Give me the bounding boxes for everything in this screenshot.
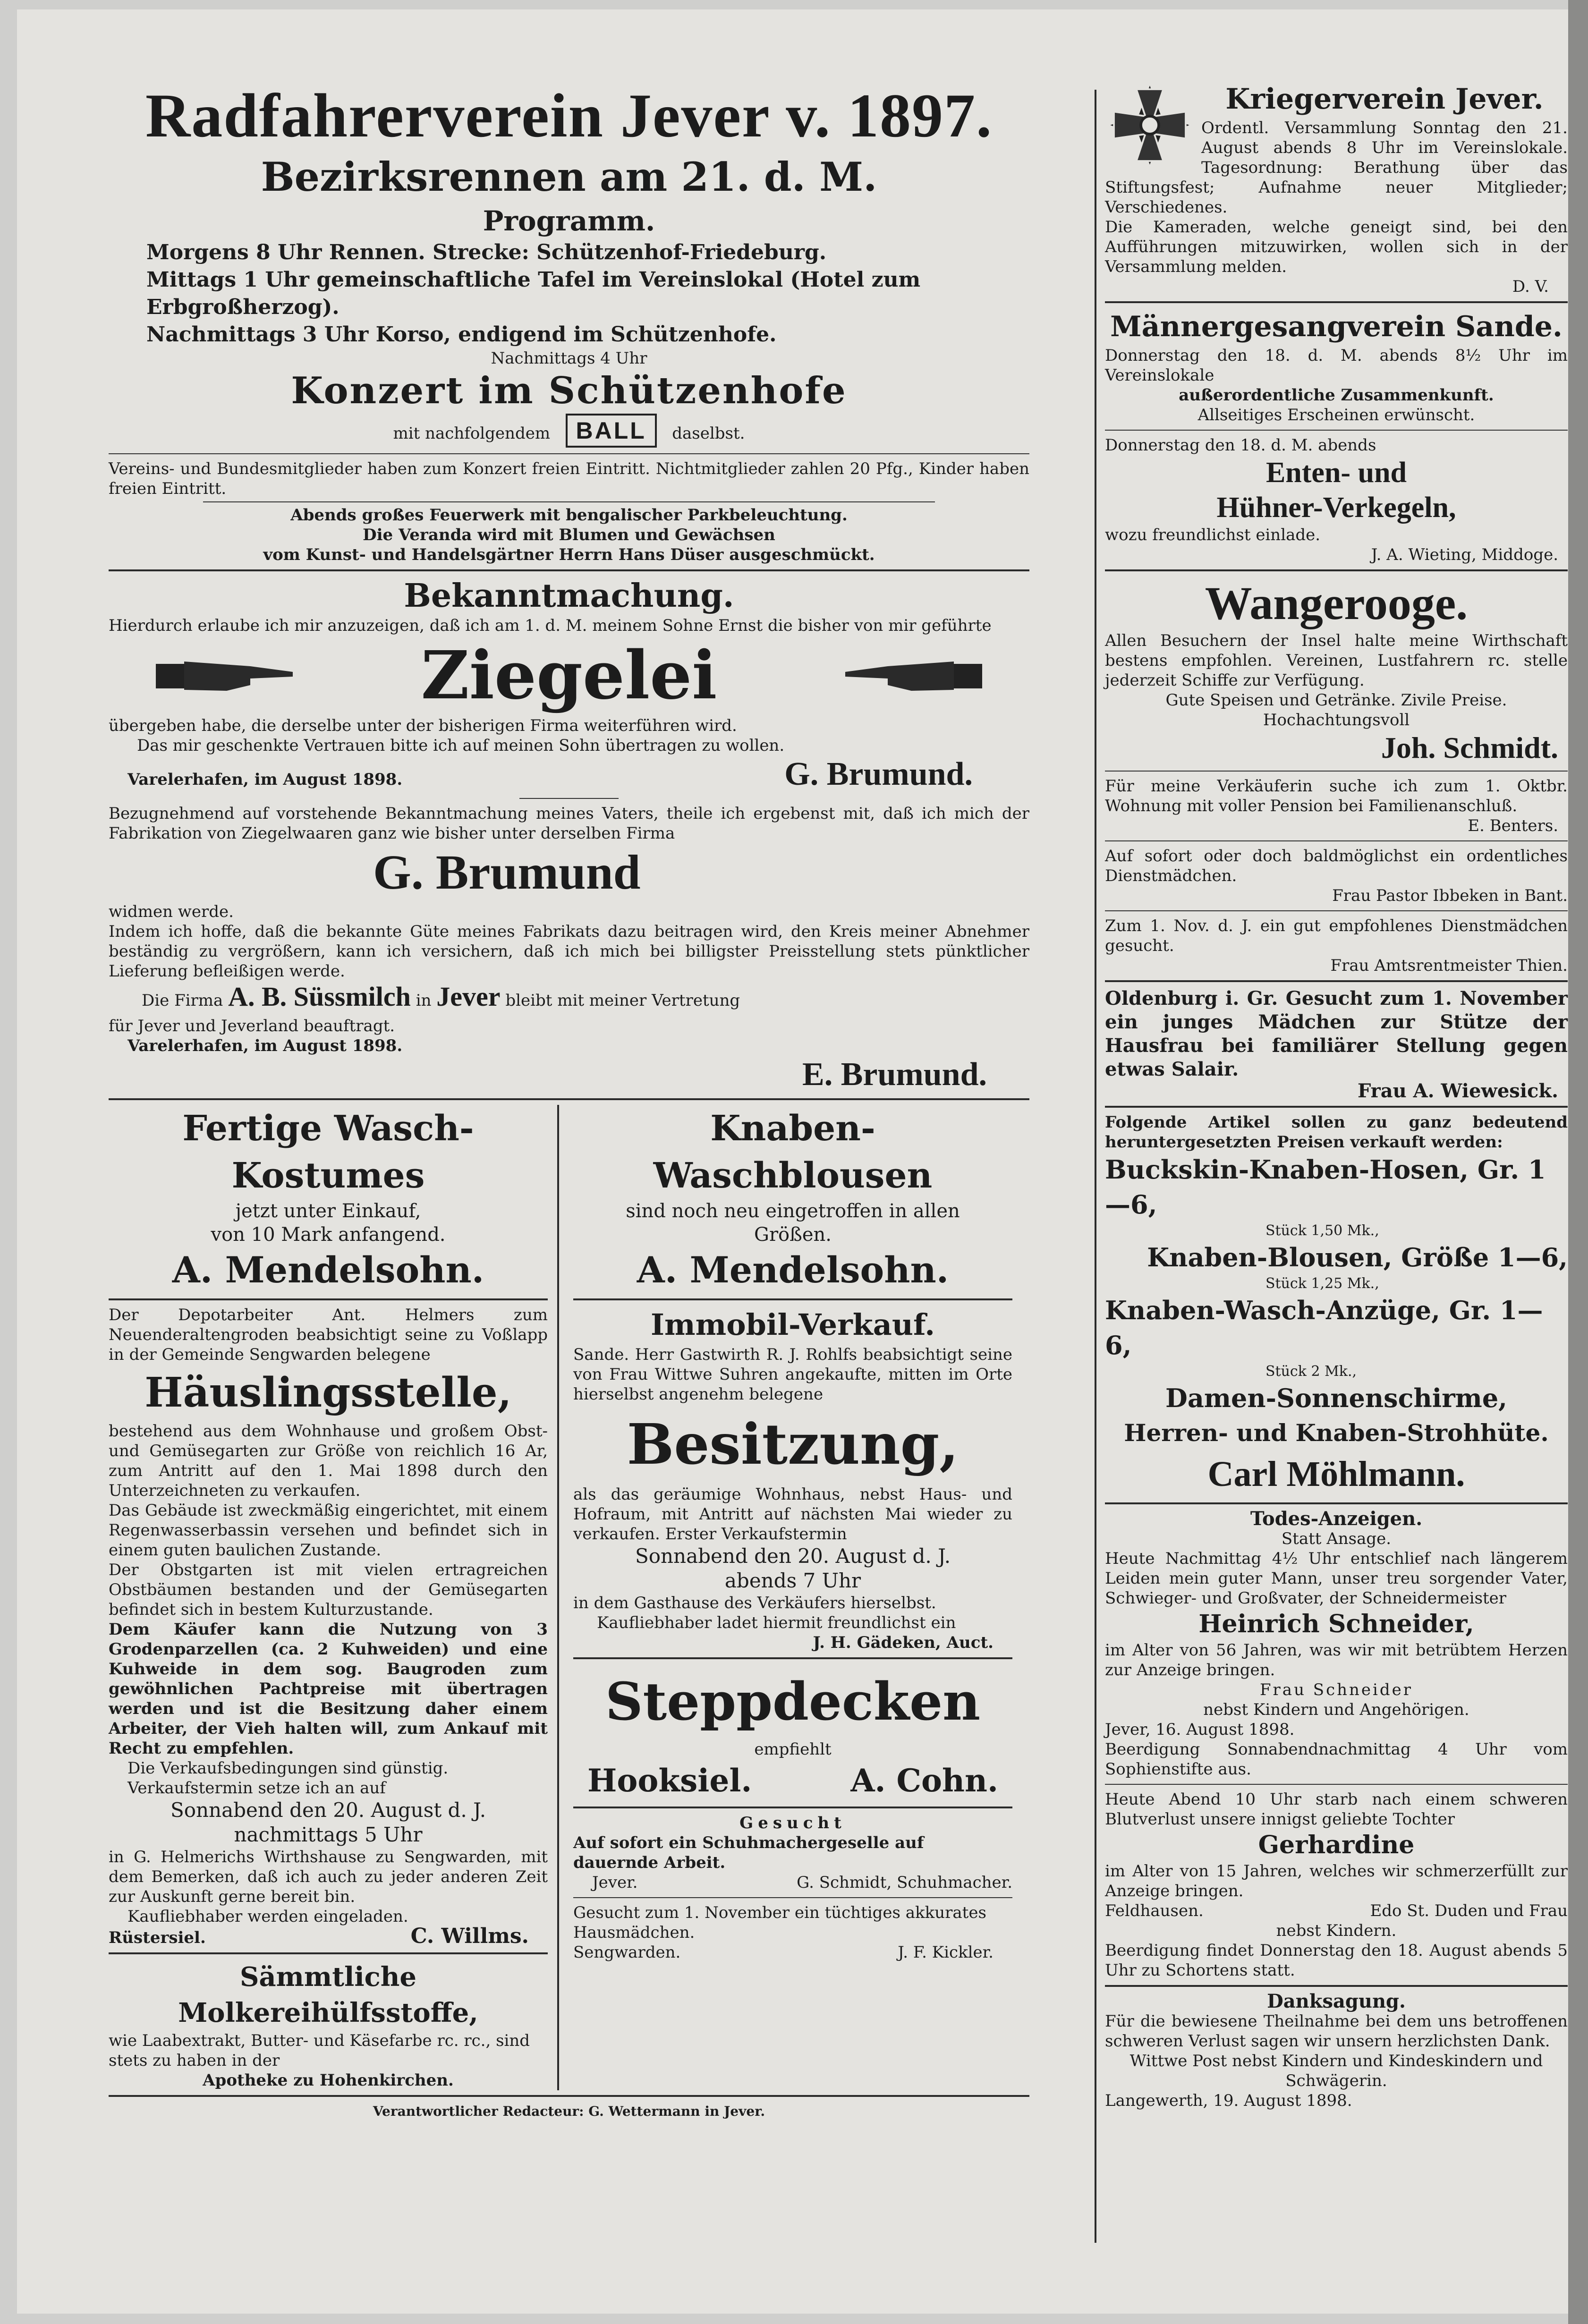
divider: [1105, 301, 1568, 303]
item-4: Damen-Sonnenschirme,: [1165, 1383, 1507, 1413]
haeuslingsstelle: Häuslingsstelle,: [144, 1369, 512, 1416]
price-1: Stück 1,50 Mk.,: [1265, 1222, 1379, 1239]
divider: [519, 798, 619, 799]
price-2: Stück 1,25 Mk.,: [1265, 1275, 1379, 1292]
kauf-ladet: Kaufliebhaber ladet hiermit freundlichst ein: [597, 1613, 956, 1632]
firma-name: A. B. Süssmilch: [228, 981, 411, 1012]
verk-text: Für meine Verkäuferin suche ich zum 1. Oktbr. Wohnung mit voller Pension bei Familienanschluß.: [1105, 777, 1568, 815]
firma-pre: Die Firma: [142, 991, 223, 1010]
wieting: J. A. Wieting, Middoge.: [1371, 545, 1558, 564]
footer-redacteur: Verantwortlicher Redacteur: G. Wettermann in Jever.: [373, 2103, 765, 2119]
item-1: Buckskin-Knaben-Hosen, Gr. 1—6,: [1105, 1154, 1546, 1220]
enten-2: Hühner-Verkegeln,: [1216, 492, 1456, 524]
gaedeken: J. H. Gädeken, Auct.: [813, 1633, 994, 1652]
molk-title: Sämmtliche Molkereihülfsstoffe,: [178, 1961, 478, 2028]
joh-schmidt: Joh. Schmidt.: [1381, 731, 1558, 764]
duden: Edo St. Duden und Frau: [1370, 1901, 1568, 1920]
krieger-text-2: Die Kameraden, welche geneigt sind, bei den Aufführungen mitzuwirken, wollen sich in der Versammlung melden.: [1105, 218, 1568, 276]
krieger-sig: D. V.: [1512, 277, 1549, 296]
dienst-text: Auf sofort oder doch baldmöglichst ein ordentliches Dienstmädchen.: [1105, 847, 1568, 885]
firma-post: bleibt mit meiner Vertretung: [505, 991, 740, 1010]
nebst-kindern-2: nebst Kindern.: [1276, 1921, 1397, 1940]
divider: [573, 1298, 1012, 1300]
sonnabend-1: Sonnabend den 20. August d. J.: [170, 1798, 486, 1822]
moehlmann: Carl Möhlmann.: [1207, 1454, 1465, 1494]
signature-g-brumund: G. Brumund.: [784, 756, 973, 792]
beerdigung-1: Beerdigung Sonnabendnachmittag 4 Uhr vom Sophienstifte aus.: [1105, 1740, 1568, 1779]
divider: [1105, 980, 1568, 982]
feldhausen: Feldhausen.: [1105, 1901, 1204, 1920]
oldenburg-text: Oldenburg i. Gr. Gesucht zum 1. November ein junges Mädchen zur Stütze der Hausfrau bei familiärer Stellung gegen etwas Salair.: [1105, 987, 1568, 1080]
konzert-title: Konzert im Schützenhofe: [291, 369, 847, 412]
gebaeude-text: Das Gebäude ist zweckmäßig eingerichtet, mit einem Regenwasserbassin versehen und befindet sich in einem guten baulichen Zustande.: [109, 1501, 548, 1560]
bed-text: Die Verkaufsbedingungen sind günstig.: [127, 1759, 449, 1778]
statt-ansage: Statt Ansage.: [1281, 1529, 1392, 1548]
signature-row-2: [109, 1036, 1029, 1056]
wasch-title: Fertige Wasch-Kostumes: [182, 1108, 474, 1196]
gast-text: in dem Gasthause des Verkäufers hierselbst.: [573, 1594, 936, 1612]
prog-line: Nachmittags 3 Uhr Korso, endigend im Schützenhofe.: [146, 322, 777, 347]
page-edge: [1568, 0, 1588, 2324]
firma-in: in: [416, 991, 432, 1010]
right-column: [1105, 80, 1568, 2111]
bek-text: Hierdurch erlaube ich mir anzuzeigen, daß ich am 1. d. M. meinem Sohne Ernst die bisher von mir geführte: [109, 616, 992, 635]
item-5: Herren- und Knaben-Strohhüte.: [1124, 1419, 1549, 1447]
firm-name-g-brumund: G. Brumund: [373, 845, 641, 899]
willms-row: [109, 1926, 548, 1948]
haeus-text: bestehend aus dem Wohnhause und großem Obst- und Gemüsegarten zur Größe von reichlich 16 Ar, zum Antritt auf den 1. Mai 1898 durch den Unterzeichneten zu verkaufen.: [109, 1422, 548, 1500]
pointing-hand-left-icon: [841, 652, 982, 699]
signature-row: [109, 755, 1029, 793]
apotheke: Apotheke zu Hohenkirchen.: [203, 2071, 454, 2090]
wiewesick: Frau A. Wiewesick.: [1357, 1080, 1558, 1102]
divider: [1105, 1106, 1568, 1108]
nebst-kindern: nebst Kindern und Angehörigen.: [1203, 1700, 1469, 1719]
divider: [109, 2095, 1029, 2097]
enten-1: Enten- und: [1265, 457, 1407, 489]
prog-line: Morgens 8 Uhr Rennen. Strecke: Schützenhof-Friedeburg.: [146, 240, 827, 264]
thien: Frau Amtsrentmeister Thien.: [1330, 956, 1568, 975]
beerdigung-2: Beerdigung findet Donnerstag den 18. August abends 5 Uhr zu Schortens statt.: [1105, 1941, 1568, 1980]
item-2: Knaben-Blousen, Größe 1—6,: [1147, 1242, 1568, 1272]
danksagung: Danksagung.: [1267, 1990, 1406, 2012]
empfiehlt: empfiehlt: [754, 1740, 832, 1759]
nachm4: Nachmittags 4 Uhr: [491, 349, 647, 368]
veranda-1: Die Veranda wird mit Blumen und Gewächsen: [363, 526, 775, 544]
tod1-text-2: im Alter von 56 Jahren, was wir mit betrübtem Herzen zur Anzeige bringen.: [1105, 1641, 1568, 1679]
ball-line: [109, 414, 1029, 449]
signature-e-brumund: E. Brumund.: [802, 1056, 987, 1093]
schuh-text: Auf sofort ein Schuhmachergeselle auf dauernde Arbeit.: [573, 1833, 924, 1872]
gerhardine: Gerhardine: [1258, 1831, 1415, 1859]
prog-line: Mittags 1 Uhr gemeinschaftliche Tafel im Vereinslokal (Hotel zum Erbgroßherzog).: [146, 268, 921, 319]
enten-post: wozu freundlichst einlade.: [1105, 526, 1321, 544]
item-3: Knaben-Wasch-Anzüge, Gr. 1—6,: [1105, 1295, 1543, 1360]
divider: [573, 1657, 1012, 1659]
divider: [203, 501, 935, 502]
immo-title: Immobil-Verkauf.: [650, 1307, 935, 1342]
divider: [573, 1807, 1012, 1808]
tod2-text-2: im Alter von 15 Jahren, welches wir schmerzerfüllt zur Anzeige bringen.: [1105, 1862, 1568, 1900]
lower-left-column: [109, 1105, 557, 2090]
column-rule-right: [1095, 90, 1096, 2243]
place-date: Varelerhafen, im August 1898.: [127, 770, 403, 789]
price-3: Stück 2 Mk.,: [1265, 1363, 1357, 1380]
daselbst: daselbst.: [672, 424, 745, 443]
wasch-l1: jetzt unter Einkauf,: [235, 1200, 421, 1222]
abends7: abends 7 Uhr: [724, 1569, 861, 1592]
nov-text: Zum 1. Nov. d. J. ein gut empfohlenes Dienstmädchen gesucht.: [1105, 916, 1568, 955]
mendelsohn-2: A. Mendelsohn.: [637, 1249, 949, 1291]
bek-text-2: übergeben habe, die derselbe unter der bisherigen Firma weiterführen wird.: [109, 716, 737, 735]
ruestersiel: Rüstersiel.: [109, 1928, 206, 1947]
mendelsohn-1: A. Mendelsohn.: [172, 1249, 484, 1291]
divider: [1105, 430, 1568, 431]
divider: [109, 453, 1029, 454]
knaben-l1: sind noch neu eingetroffen in allen: [626, 1200, 960, 1222]
ball-box: BALL: [566, 414, 657, 448]
divider: [1105, 1784, 1568, 1785]
kaeufer-text: Dem Käufer kann die Nutzung von 3 Grodenparzellen (ca. 2 Kuhweiden) und eine Kuhweide in dem sog. Baugroden zum gewöhnlichen Pachtpreise mit übertragen werden und ist die Besitzung daher einem Arbeiter, der Vieh halten will, zum Ankauf mit Recht zu empfehlen.: [109, 1620, 548, 1758]
kauf-eing: Kaufliebhaber werden eingeladen.: [127, 1907, 408, 1926]
divider: [109, 1952, 548, 1954]
sonnabend-2: Sonnabend den 20. August d. J.: [635, 1544, 951, 1568]
heinrich-schneider: Heinrich Schneider,: [1198, 1610, 1474, 1638]
ziegelei-row: [109, 636, 1029, 716]
langewerth: Langewerth, 19. August 1898.: [1105, 2091, 1352, 2110]
programm-heading: Programm.: [483, 205, 655, 237]
dank-text: Für die bewiesene Theilnahme bei dem uns betroffenen schweren Verlust sagen wir unsern herzlichsten Dank.: [1105, 2012, 1568, 2051]
divider: [1105, 569, 1568, 571]
besitzung: Besitzung,: [627, 1411, 959, 1477]
race-subtitle: Bezirksrennen am 21. d. M.: [261, 153, 877, 200]
main-column: [109, 80, 1029, 2121]
knaben-l2: Größen.: [754, 1224, 832, 1246]
divider: [109, 569, 1029, 571]
club-title: Radfahrerverein Jever v. 1897.: [145, 81, 993, 150]
nachm5: nachmittags 5 Uhr: [234, 1823, 423, 1846]
hochachtungsvoll: Hochachtungsvoll: [1263, 711, 1410, 729]
schmidt-schuh: G. Schmidt, Schuhmacher.: [797, 1873, 1012, 1892]
krieger-title: Kriegerverein Jever.: [1225, 83, 1544, 116]
iron-cross-icon: [1105, 80, 1195, 170]
obst-text: Der Obstgarten ist mit vielen ertragreichen Obstbäumen bestanden und der Gemüsegarten befindet sich in bestem Kulturzustande.: [109, 1561, 548, 1619]
ibbeken: Frau Pastor Ibbeken in Bant.: [1332, 886, 1568, 905]
divider: [573, 1897, 1012, 1898]
maenner-c: Allseitiges Erscheinen erwünscht.: [1197, 406, 1475, 424]
kickler: J. F. Kickler.: [898, 1943, 994, 1962]
feuerwerk: Abends großes Feuerwerk mit bengalischer Parkbeleuchtung.: [290, 506, 848, 525]
bekanntmachung-title: Bekanntmachung.: [404, 577, 734, 615]
sengwarden: Sengwarden.: [573, 1943, 681, 1962]
firma-line: [109, 981, 1029, 1016]
veranda-2: vom Kunst- und Handelsgärtner Herrn Hans Düser ausgeschmückt.: [263, 545, 875, 564]
wittwe-post: Wittwe Post nebst Kindern und Kindeskindern und Schwägerin.: [1129, 2052, 1543, 2090]
vereins-text: Vereins- und Bundesmitglieder haben zum Konzert freien Eintritt. Nichtmitglieder zahlen 20 Pfg., Kinder haben freien Eintritt.: [109, 459, 1029, 498]
divider: [1105, 1985, 1568, 1987]
frau-schneider: Frau Schneider: [1259, 1680, 1413, 1699]
pointing-hand-right-icon: [156, 652, 297, 699]
firma-line-2: für Jever und Jeverland beauftragt.: [109, 1017, 395, 1035]
enten-pre: Donnerstag den 18. d. M. abends: [1105, 436, 1376, 455]
todes-anzeigen: Todes-Anzeigen.: [1250, 1508, 1423, 1530]
artikel-text: Folgende Artikel sollen zu ganz bedeutend heruntergesetzten Preisen verkauft werden:: [1105, 1113, 1568, 1152]
maenner-title: Männergesangverein Sande.: [1110, 310, 1563, 343]
wasch-l2: von 10 Mark anfangend.: [211, 1224, 446, 1246]
cohn: A. Cohn.: [850, 1762, 998, 1799]
depot-text: Der Depotarbeiter Ant. Helmers zum Neuenderaltengroden beabsichtigt seine zu Voßlapp in der Gemeinde Sengwarden belegene: [109, 1306, 548, 1364]
molk-text: wie Laabextrakt, Butter- und Käsefarbe rc. rc., sind stets zu haben in der: [109, 2031, 530, 2070]
bezug-text: Bezugnehmend auf vorstehende Bekanntmachung meines Vaters, theile ich ergebenst mit, daß ich mich der Fabrikation von Ziegelwaaren ganz wie bisher unter derselben Firma: [109, 804, 1029, 843]
haus-text: Gesucht zum 1. November ein tüchtiges akkurates Hausmädchen.: [573, 1903, 986, 1942]
divider: [1105, 840, 1568, 841]
benters: E. Benters.: [1468, 816, 1558, 835]
ziegelei-title: Ziegelei: [421, 637, 717, 714]
knaben-title: Knaben-Waschblousen: [653, 1108, 933, 1196]
gesucht: Gesucht: [739, 1814, 846, 1832]
wanger-text: Allen Besuchern der Insel halte meine Wirthschaft bestens empfohlen. Vereinen, Lustfahrern rc. stelle jederzeit Schiffe zur Verfügung.: [1105, 631, 1568, 690]
divider: [1105, 771, 1568, 772]
willms: C. Willms.: [410, 1924, 529, 1948]
mit-nachfolgendem: mit nachfolgendem: [393, 424, 551, 443]
duden-row: [1105, 1901, 1568, 1921]
programm-list: [109, 239, 1029, 348]
place-date-2: Varelerhafen, im August 1898.: [127, 1036, 403, 1055]
helm-text: in G. Helmerichs Wirthshause zu Sengwarden, mit dem Bemerken, daß ich auch zu jeder anderen Zeit zur Auskunft gerne bereit bin.: [109, 1848, 548, 1906]
divider: [109, 1298, 548, 1300]
wangerooge: Wangerooge.: [1205, 577, 1468, 629]
maenner-b: außerordentliche Zusammenkunft.: [1179, 386, 1494, 405]
divider: [109, 1098, 1029, 1100]
schmidt-row: [573, 1873, 1012, 1892]
immo-text: Sande. Herr Gastwirth R. J. Rohlfs beabsichtigt seine von Frau Wittwe Suhren angekaufte, mitten im Orte hierselbst angenehm belegene: [573, 1345, 1012, 1404]
widmen: widmen werde.: [109, 902, 234, 921]
bes-text: als das geräumige Wohnhaus, nebst Haus- und Hofraum, mit Antritt auf nächsten Mai wieder zu verkaufen. Erster Verkaufstermin: [573, 1485, 1012, 1544]
wanger-text-2: Gute Speisen und Getränke. Zivile Preise.: [1165, 691, 1507, 710]
steppdecken: Steppdecken: [605, 1671, 981, 1732]
termin: Verkaufstermin setze ich an auf: [127, 1779, 386, 1798]
tod2-text: Heute Abend 10 Uhr starb nach einem schweren Blutverlust unsere innigst geliebte Tochter: [1105, 1790, 1568, 1829]
divider: [1105, 910, 1568, 911]
indem-text: Indem ich hoffe, daß die bekannte Güte meines Fabrikats dazu beitragen wird, den Kreis meiner Abnehmer beständig zu vergrößern, kann ich versichern, daß ich mich bei billigster Preisstellung stets pünktlicher Lieferung befleißigen werde.: [109, 922, 1029, 981]
lower-columns: [109, 1105, 1029, 2090]
bek-text-3: Das mir geschenkte Vertrauen bitte ich auf meinen Sohn übertragen zu wollen.: [137, 736, 785, 755]
jever: Jever.: [592, 1873, 638, 1892]
jever-16: Jever, 16. August 1898.: [1105, 1720, 1295, 1739]
maenner-text: Donnerstag den 18. d. M. abends 8½ Uhr im Vereinslokale: [1105, 346, 1568, 385]
firma-jever: Jever: [436, 981, 501, 1012]
tod1-text: Heute Nachmittag 4½ Uhr entschlief nach längerem Leiden mein guter Mann, unser treu sorgender Vater, Schwieger- und Großvater, der Schneidermeister: [1105, 1549, 1568, 1608]
hooksiel: Hooksiel.: [587, 1762, 752, 1799]
krieger-text: Ordentl. Versammlung Sonntag den 21. August abends 8 Uhr im Vereinslokale. Tagesordnung: Berathung über das Stiftungsfest; Aufnahme neuer Mitglieder; Verschiedenes.: [1105, 119, 1568, 217]
lower-mid-column: [557, 1105, 1012, 2090]
divider: [1105, 1502, 1568, 1504]
cohn-row: [573, 1759, 1012, 1802]
kickler-row: [573, 1942, 1012, 1962]
